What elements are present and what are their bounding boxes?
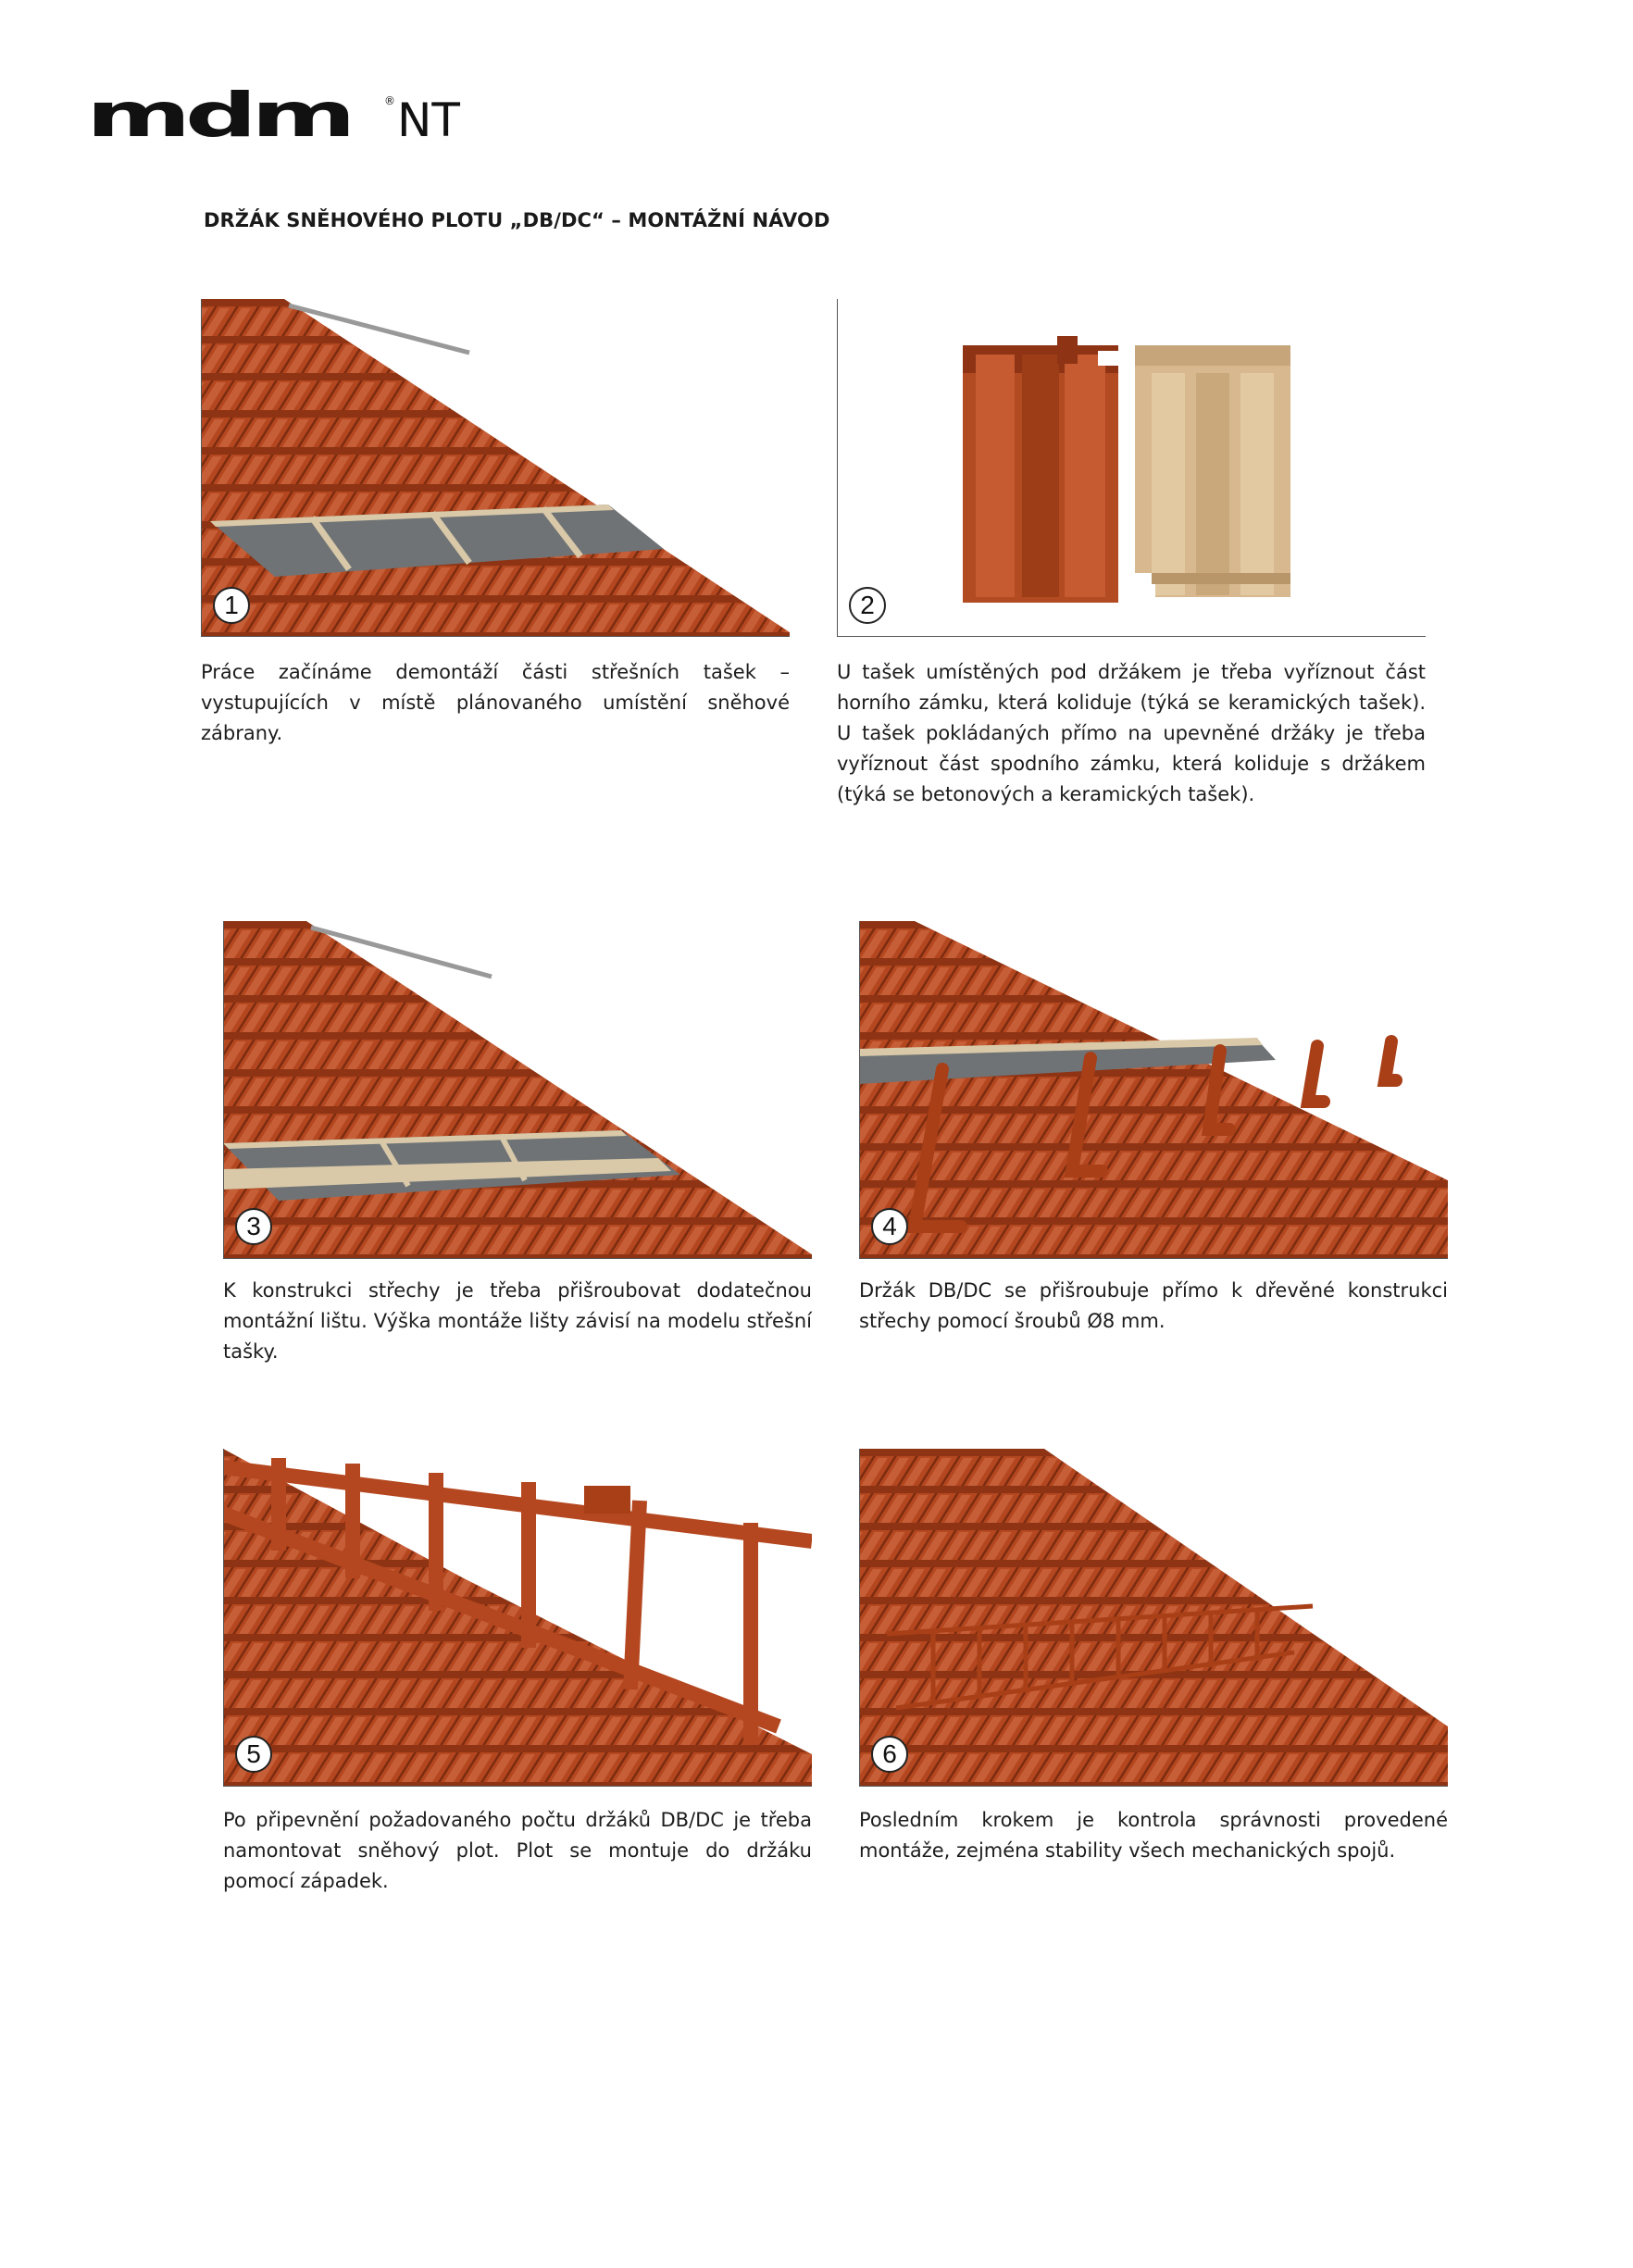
logo (86, 80, 460, 151)
step-5-illustration (223, 1449, 812, 1787)
step-1-caption: Práce začínáme demontáží části střešních tašek – vystupujících v místě plánovaného umístění sněhové zábrany. (201, 661, 790, 744)
concrete-tile-image (1133, 345, 1290, 601)
step-1-number: 1 (213, 587, 250, 624)
step-3-number: 3 (235, 1208, 272, 1245)
step-2-caption: U tašek umístěných pod držákem je třeba vyříznout část horního zámku, která koliduje (týká se keramických tašek). U tašek pokládaných přímo na upevněné držáky je třeba vyříznout část spodního zámku, která koliduje s držákem (týká se betonových a keramických tašek). (837, 661, 1426, 805)
step-2-illustration (837, 299, 1426, 637)
step-5-caption: Po připevnění požadovaného počtu držáků DB/DC je třeba namontovat sněhový plot. Plot se montuje do držáku pomocí západek. (223, 1809, 812, 1892)
step-4-number: 4 (871, 1208, 908, 1245)
step-3-caption: K konstrukci střechy je třeba přišroubovat dodatečnou montážní lištu. Výška montáže lišty závisí na modelu střešní tašky. (223, 1279, 812, 1363)
step-5-number: 5 (235, 1736, 272, 1773)
logo-mdm: mdm (86, 80, 351, 151)
step-6-caption: Posledním krokem je kontrola správnosti provedené montáže, zejména stability všech mechanických spojů. (859, 1809, 1448, 1862)
step-6-number: 6 (871, 1736, 908, 1773)
step-1-illustration (201, 299, 790, 637)
step-2-number: 2 (849, 587, 886, 624)
logo-nt: NT (397, 93, 460, 147)
step-4-caption: Držák DB/DC se přišroubuje přímo k dřevěné konstrukci střechy pomocí šroubů Ø8 mm. (859, 1279, 1448, 1332)
logo-registered-mark: ® (384, 94, 395, 107)
step-6-illustration (859, 1449, 1448, 1787)
ceramic-tile-image (963, 336, 1118, 603)
step-4-illustration (859, 921, 1448, 1259)
step-3-illustration (223, 921, 812, 1259)
document-title: DRŽÁK SNĚHOVÉHO PLOTU „DB/DC“ – MONTÁŽNÍ NÁVOD (204, 209, 830, 231)
